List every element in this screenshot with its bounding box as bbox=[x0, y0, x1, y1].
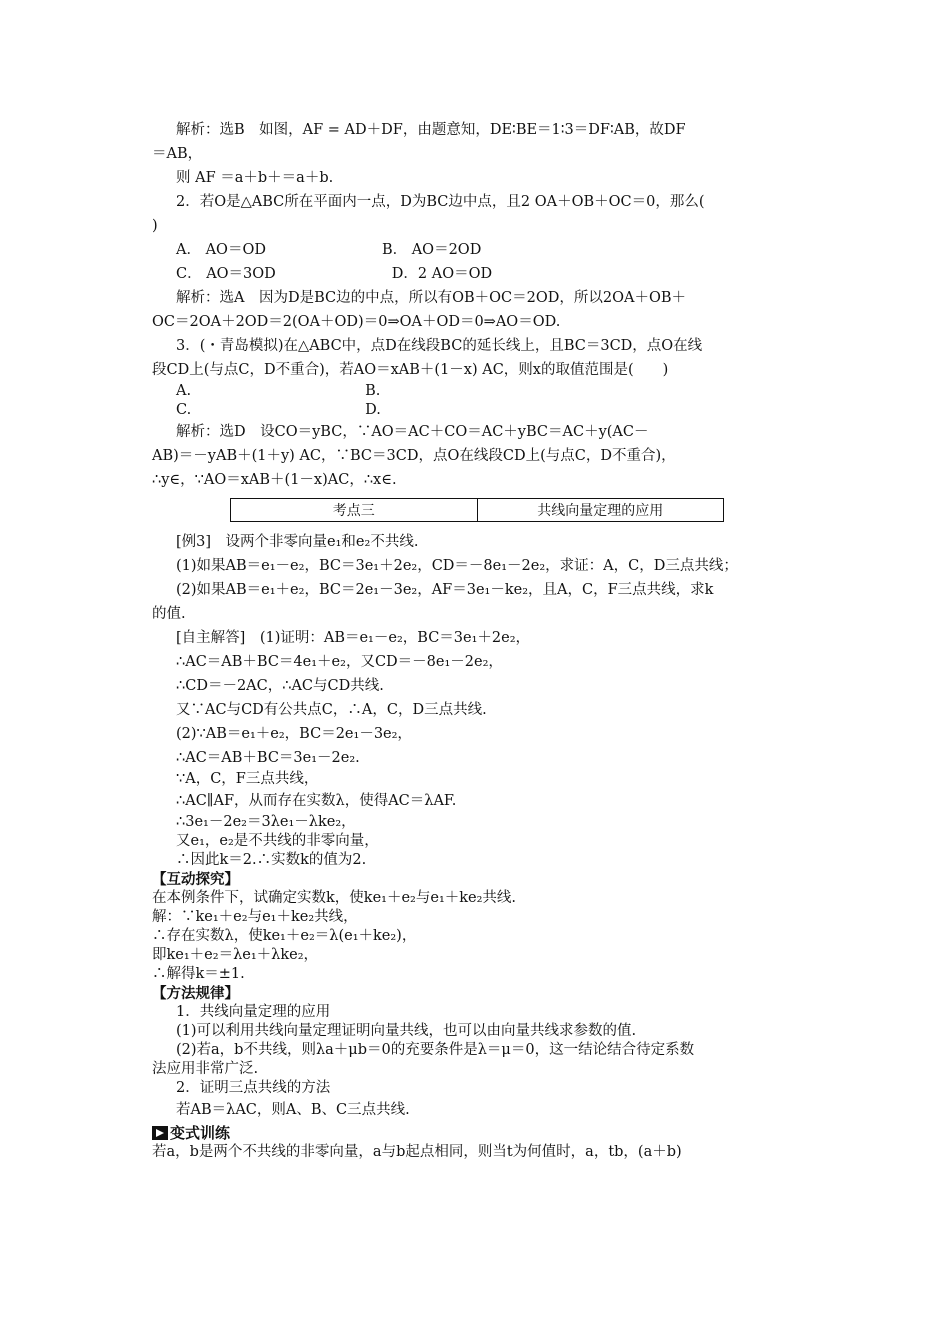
line: C. D. bbox=[176, 402, 381, 418]
document-page bbox=[152, 118, 806, 1162]
variant-training-label: 变式训练 bbox=[170, 1124, 231, 1142]
line: ∴y∈，∵AO＝xAB＋(1－x)AC，∴x∈. bbox=[152, 472, 397, 488]
explore bbox=[152, 889, 806, 984]
line: 又e₁，e₂是不共线的非零向量， bbox=[176, 833, 379, 849]
line: 则 AF ＝a＋b＋＝a＋b. bbox=[176, 170, 334, 186]
line: 2．证明三点共线的方法 bbox=[176, 1080, 331, 1096]
topic-cell-right: 共线向量定理的应用 bbox=[477, 499, 724, 522]
line: ) bbox=[152, 218, 158, 234]
line: 解：∵ke₁＋e₂与e₁＋ke₂共线， bbox=[152, 909, 358, 925]
variant-training-heading bbox=[152, 1122, 230, 1143]
line: [自主解答] (1)证明：AB＝e₁－e₂，BC＝3e₁＋2e₂， bbox=[176, 630, 531, 646]
line: C． AO＝3OD D．2 AO＝OD bbox=[176, 266, 493, 282]
line: 法应用非常广泛. bbox=[152, 1061, 259, 1077]
play-icon bbox=[152, 1126, 168, 1140]
line: 段CD上(与点C，D不重合)，若AO＝xAB＋(1－x) AC，则x的取值范围是( ) bbox=[152, 362, 669, 378]
line: 的值. bbox=[152, 606, 186, 622]
line: 即ke₁＋e₂＝λe₁＋λke₂， bbox=[152, 947, 319, 963]
line: AB)＝－yAB＋(1＋y) AC，∵BC＝3CD，点O在线段CD上(与点C，D不重合)， bbox=[152, 448, 676, 464]
method bbox=[152, 1003, 806, 1122]
line: 1．共线向量定理的应用 bbox=[176, 1004, 331, 1020]
line: (2)∵AB＝e₁＋e₂，BC＝2e₁－3e₂， bbox=[176, 726, 412, 742]
line: 解析：选B 如图，AF = AD＋DF，由题意知，DE∶BE＝1∶3＝DF∶AB，故DF bbox=[176, 122, 686, 138]
line: ∴CD＝－2AC，∴AC与CD共线. bbox=[176, 678, 384, 694]
line: ∴因此k＝2.∴实数k的值为2. bbox=[176, 852, 367, 868]
topic-table bbox=[230, 498, 724, 522]
line: A． AO＝OD B． AO＝2OD bbox=[176, 242, 482, 258]
line: 2．若O是△ABC所在平面内一点，D为BC边中点，且2 OA＋OB＋OC＝0，那么( bbox=[176, 194, 705, 210]
line: ∴存在实数λ，使ke₁＋e₂＝λ(e₁＋ke₂)， bbox=[152, 928, 417, 944]
line: 若AB＝λAC，则A、B、C三点共线. bbox=[176, 1102, 410, 1118]
line: (1)可以利用共线向量定理证明向量共线，也可以由向量共线求参数的值. bbox=[176, 1023, 637, 1039]
line: 3．(・青岛模拟)在△ABC中，点D在线段BC的延长线上，且BC＝3CD，点O在线 bbox=[176, 338, 703, 354]
section-heading-explore: 【互动探究】 bbox=[152, 871, 239, 888]
example-3 bbox=[152, 530, 806, 870]
line: 在本例条件下，试确定实数k，使ke₁＋e₂与e₁＋ke₂共线. bbox=[152, 890, 517, 906]
line: (2)若a，b不共线，则λa＋μb＝0的充要条件是λ＝μ＝0，这一结论结合待定系数 bbox=[176, 1042, 695, 1058]
line: 解析：选D 设CO＝yBC，∵AO＝AC＋CO＝AC＋yBC＝AC＋y(AC－ bbox=[176, 424, 649, 440]
line: ∴3e₁－2e₂＝3λe₁－λke₂， bbox=[176, 814, 356, 830]
line: ∴解得k＝±1. bbox=[152, 966, 245, 982]
line: [例3] 设两个非零向量e₁和e₂不共线. bbox=[176, 534, 419, 550]
line: 解析：选A 因为D是BC边的中点，所以有OB＋OC＝2OD，所以2OA＋OB＋ bbox=[176, 290, 687, 306]
line: (2)如果AB＝e₁＋e₂，BC＝2e₁－3e₂，AF＝3e₁－ke₂，且A，C，F三点共线，求k bbox=[176, 582, 714, 598]
line: ∴AC∥AF，从而存在实数λ，使得AC＝λAF. bbox=[176, 793, 457, 809]
line: A. B. bbox=[176, 383, 381, 399]
topic-cell-left: 考点三 bbox=[231, 499, 478, 522]
line: OC＝2OA＋2OD＝2(OA＋OD)＝0⇒OA＋OD＝0⇒AO＝OD. bbox=[152, 314, 561, 330]
line: ∴AC＝AB＋BC＝4e₁＋e₂，又CD＝－8e₁－2e₂， bbox=[176, 654, 503, 670]
line: ＝AB， bbox=[152, 146, 203, 162]
line: (1)如果AB＝e₁－e₂，BC＝3e₁＋2e₂，CD＝－8e₁－2e₂，求证：A，C，D三点共线； bbox=[176, 558, 738, 574]
line: 若a，b是两个不共线的非零向量，a与b起点相同，则当t为何值时，a，tb，(a＋b) bbox=[152, 1144, 682, 1160]
line: 又∵AC与CD有公共点C，∴A，C，D三点共线. bbox=[176, 702, 487, 718]
part1 bbox=[152, 118, 806, 492]
line: ∵A，C，F三点共线， bbox=[176, 771, 319, 787]
section-heading-method: 【方法规律】 bbox=[152, 985, 239, 1002]
line: ∴AC＝AB＋BC＝3e₁－2e₂. bbox=[176, 750, 360, 766]
